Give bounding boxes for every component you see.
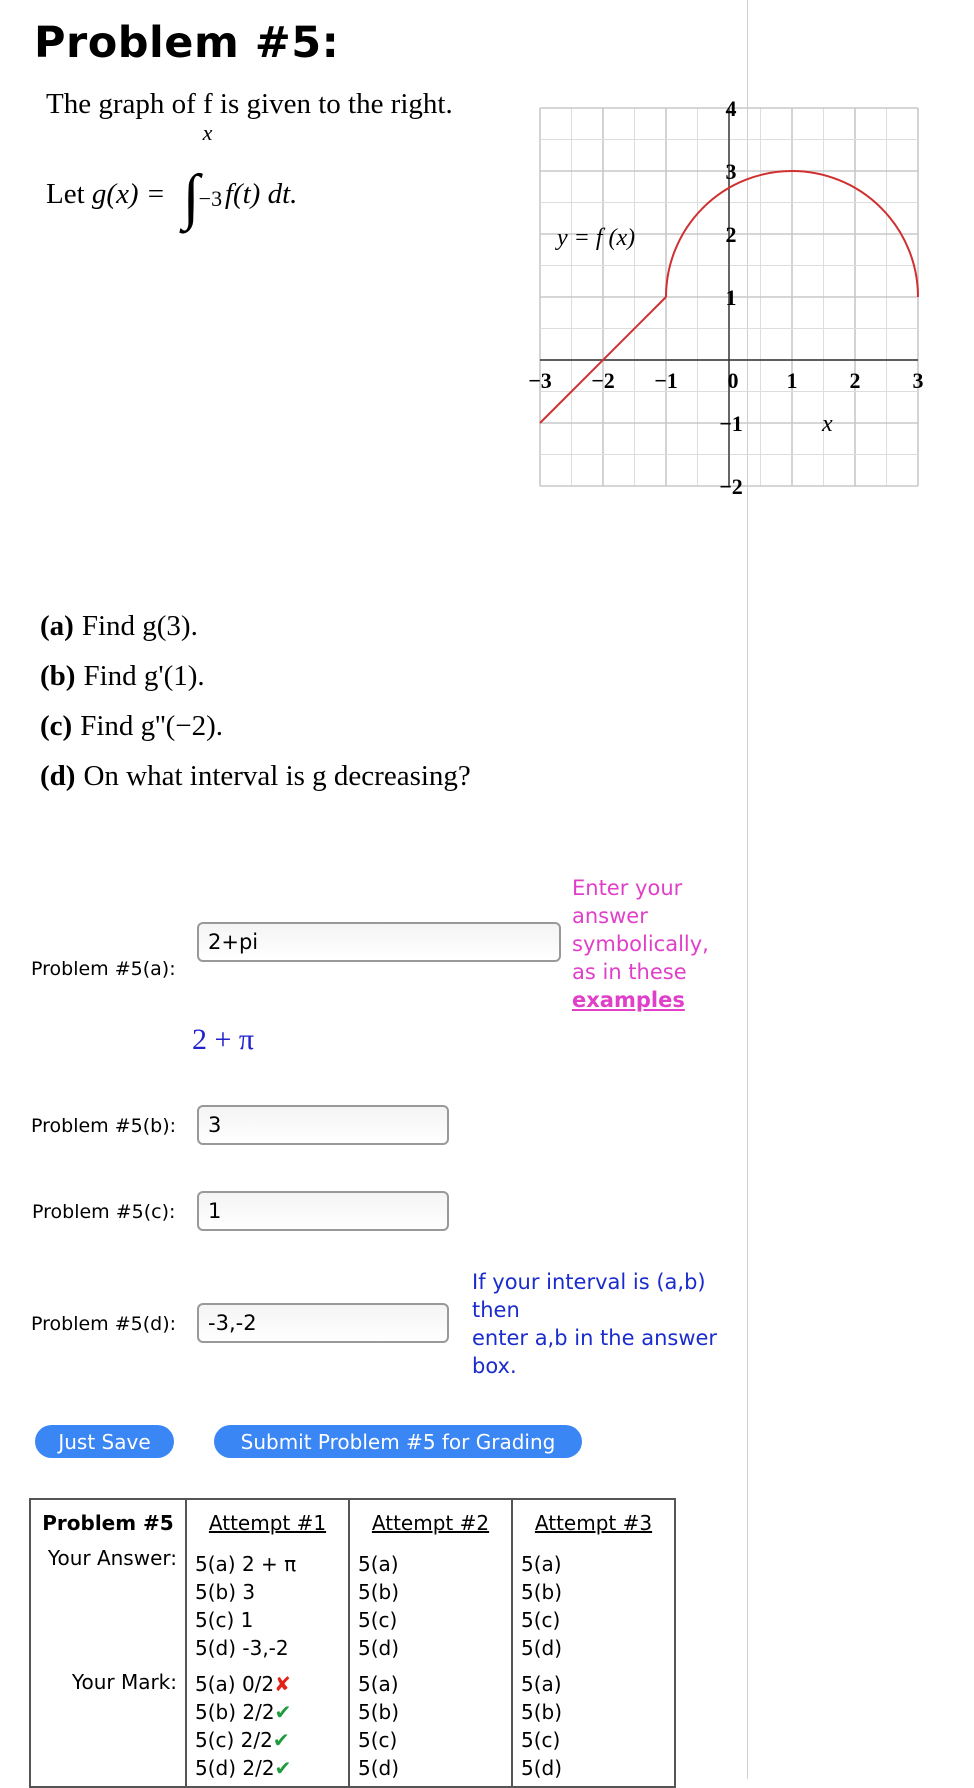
answer-a-input[interactable] — [197, 922, 561, 962]
part-d — [40, 760, 471, 793]
g-definition — [46, 120, 298, 231]
part-tag: (b) — [40, 660, 76, 692]
problem-title: Problem #5: — [34, 18, 340, 68]
mark-text: 5(d) 2/2 — [195, 1756, 275, 1780]
y-tick-label: −2 — [719, 474, 743, 499]
answer-line: 5(d) -3,-2 — [195, 1636, 289, 1660]
answer-c-label: Problem #5(c): — [32, 1201, 176, 1223]
part-text: Find g''(−2). — [80, 710, 223, 742]
x-tick-label: −3 — [528, 368, 552, 393]
integrand: f(t) dt. — [224, 178, 298, 210]
answer-line: 5(a) — [358, 1552, 399, 1576]
answer-line: 5(c) — [521, 1608, 561, 1632]
check-icon: ✔ — [272, 1728, 290, 1752]
part-text: Find g(3). — [81, 610, 198, 642]
part-tag: (a) — [40, 610, 74, 642]
your-answer-label: Your Answer: — [30, 1546, 186, 1666]
hint-line: answer — [572, 904, 648, 928]
part-a — [40, 610, 198, 643]
integral-sign-icon: ∫ — [182, 163, 200, 231]
mark-text: 5(c) — [358, 1728, 398, 1752]
mark-text: 5(a) — [521, 1672, 562, 1696]
mark-text: 5(c) 2/2 — [195, 1728, 273, 1752]
answer-line: 5(c) — [358, 1608, 398, 1632]
attempt-1-header[interactable]: Attempt #1 — [186, 1499, 349, 1546]
answer-c-input[interactable] — [197, 1191, 449, 1231]
part-c — [40, 710, 223, 743]
attempt-3-answers — [512, 1546, 675, 1666]
submit-button[interactable]: Submit Problem #5 for Grading — [214, 1425, 582, 1458]
hint-line: box. — [472, 1354, 517, 1378]
hint-line: symbolically, — [572, 932, 709, 956]
answer-line: 5(d) — [521, 1636, 563, 1660]
curve-label: y = f (x) — [557, 225, 636, 251]
part-text: On what interval is g decreasing? — [83, 760, 471, 792]
interval-hint — [472, 1268, 717, 1380]
x-tick-label: 1 — [786, 368, 798, 393]
y-tick-label: 3 — [725, 159, 737, 184]
symbolic-hint — [572, 874, 709, 1014]
x-tick-label: 3 — [912, 368, 924, 393]
hint-line: then — [472, 1298, 520, 1322]
attempts-table — [29, 1498, 676, 1788]
attempt-2-header[interactable]: Attempt #2 — [349, 1499, 512, 1546]
attempt-2-answers — [349, 1546, 512, 1666]
hint-line: as in these — [572, 960, 687, 984]
answer-d-input[interactable] — [197, 1303, 449, 1343]
mark-text: 5(b) — [358, 1700, 400, 1724]
answer-line: 5(c) 1 — [195, 1608, 254, 1632]
answer-line: 5(a) — [521, 1552, 562, 1576]
attempt-3-header[interactable]: Attempt #3 — [512, 1499, 675, 1546]
answer-line: 5(b) 3 — [195, 1580, 256, 1604]
mark-text: 5(c) — [521, 1728, 561, 1752]
answer-d-label: Problem #5(d): — [31, 1313, 177, 1335]
answer-line: 5(b) — [521, 1580, 563, 1604]
x-tick-label: 2 — [849, 368, 861, 393]
part-b — [40, 660, 205, 693]
hint-line: enter a,b in the answer — [472, 1326, 718, 1350]
check-icon: ✔ — [274, 1700, 292, 1724]
check-icon: ✔ — [274, 1756, 292, 1780]
y-tick-label: 2 — [725, 222, 737, 247]
x-tick-label: −2 — [591, 368, 615, 393]
answer-a-label: Problem #5(a): — [31, 958, 176, 980]
just-save-button[interactable]: Just Save — [35, 1425, 174, 1458]
cross-icon: ✘ — [274, 1672, 291, 1696]
answer-a-preview: 2 + π — [192, 1023, 255, 1056]
answer-line: 5(d) — [358, 1636, 400, 1660]
attempt-2-marks — [349, 1666, 512, 1787]
mark-text: 5(a) 0/2 — [195, 1672, 275, 1696]
problem-statement: The graph of f is given to the right. — [46, 88, 453, 120]
part-tag: (c) — [40, 710, 73, 742]
attempts-header: Problem #5 — [30, 1499, 186, 1546]
g-of-x: g(x) = — [91, 178, 166, 210]
attempt-1-marks — [186, 1666, 349, 1787]
mark-text: 5(d) — [358, 1756, 400, 1780]
y-tick-label: 1 — [725, 285, 737, 310]
hint-line: If your interval is (a,b) — [472, 1270, 706, 1294]
y-tick-label: −1 — [719, 411, 743, 436]
your-mark-label: Your Mark: — [30, 1666, 186, 1787]
x-axis-label: x — [822, 411, 833, 437]
mark-text: 5(d) — [521, 1756, 563, 1780]
answer-line: 5(b) — [358, 1580, 400, 1604]
mark-text: 5(a) — [358, 1672, 399, 1696]
attempt-1-answers — [186, 1546, 349, 1666]
answer-b-input[interactable] — [197, 1105, 449, 1145]
integral-lower-limit: −3 — [198, 186, 223, 211]
attempt-3-marks — [512, 1666, 675, 1787]
hint-line: Enter your — [572, 876, 683, 900]
mark-text: 5(b) 2/2 — [195, 1700, 275, 1724]
answer-b-label: Problem #5(b): — [31, 1115, 177, 1137]
part-tag: (d) — [40, 760, 76, 792]
part-text: Find g'(1). — [83, 660, 205, 692]
let-prefix: Let — [46, 178, 85, 210]
integral-upper-limit: x — [202, 120, 213, 145]
examples-link[interactable]: examples — [572, 988, 685, 1012]
x-tick-label: 0 — [727, 368, 739, 393]
answer-line: 5(a) 2 + π — [195, 1552, 297, 1576]
mark-text: 5(b) — [521, 1700, 563, 1724]
graph-of-f — [520, 90, 930, 530]
x-tick-label: −1 — [654, 368, 678, 393]
y-tick-label: 4 — [725, 96, 737, 121]
